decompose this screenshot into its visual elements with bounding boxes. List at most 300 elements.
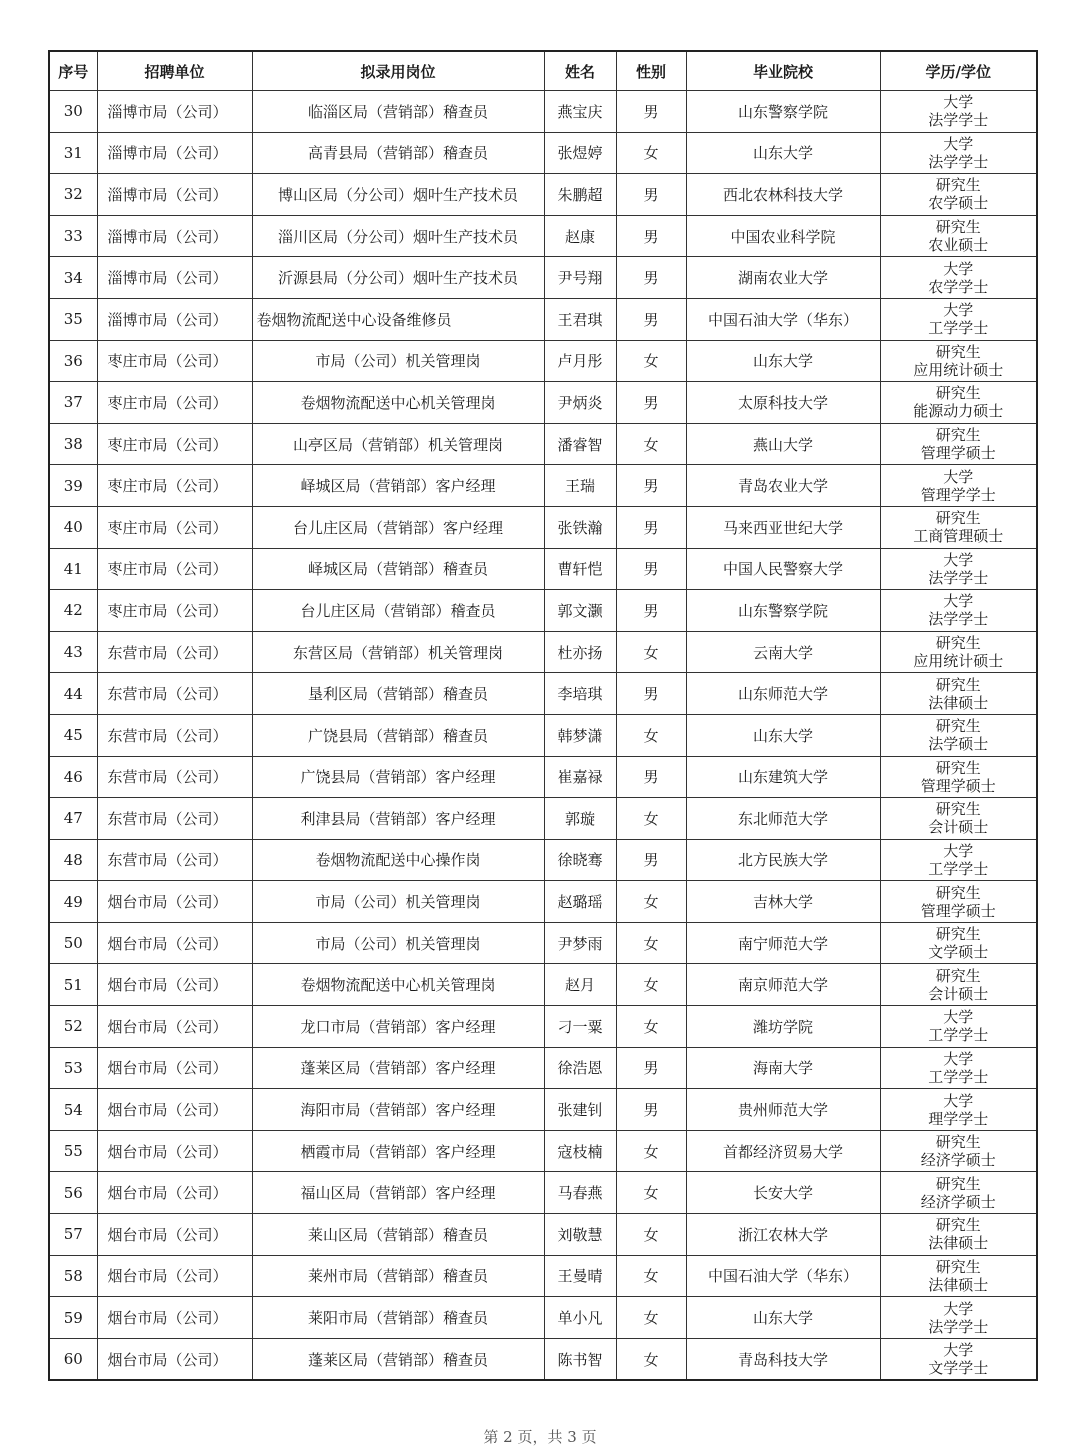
cell-no: 30: [49, 91, 97, 133]
cell-name: 单小凡: [544, 1297, 616, 1339]
cell-name: 杜亦扬: [544, 631, 616, 673]
cell-no: 54: [49, 1089, 97, 1131]
cell-no: 48: [49, 839, 97, 881]
education-level: 研究生: [935, 966, 981, 985]
table-row: [49, 881, 1037, 923]
table-row: [49, 922, 1037, 964]
cell-post: 山亭区局（营销部）机关管理岗: [252, 423, 544, 465]
cell-school: 中国人民警察大学: [686, 548, 880, 590]
cell-education: [880, 839, 1037, 881]
cell-gender: 男: [616, 91, 686, 133]
education-level: 研究生: [935, 1133, 981, 1152]
table-row: [49, 257, 1037, 299]
cell-gender: 女: [616, 631, 686, 673]
cell-name: 刁一粟: [544, 1006, 616, 1048]
cell-name: 马春燕: [544, 1172, 616, 1214]
cell-school: 南宁师范大学: [686, 922, 880, 964]
cell-education: [880, 298, 1037, 340]
cell-name: 王瑞: [544, 465, 616, 507]
cell-gender: 女: [616, 1006, 686, 1048]
cell-education: [880, 1047, 1037, 1089]
degree-title: 法学硕士: [928, 735, 989, 754]
cell-education: [880, 1338, 1037, 1380]
education-level: 大学: [943, 1341, 974, 1360]
cell-name: 潘睿智: [544, 423, 616, 465]
cell-school: 山东大学: [686, 1297, 880, 1339]
cell-unit: 枣庄市局（公司）: [97, 590, 252, 632]
cell-gender: 女: [616, 1130, 686, 1172]
cell-unit: 东营市局（公司）: [97, 756, 252, 798]
cell-education: [880, 1297, 1037, 1339]
header-no: 序号: [49, 51, 97, 91]
cell-education: [880, 590, 1037, 632]
cell-no: 45: [49, 714, 97, 756]
table-row: [49, 673, 1037, 715]
cell-unit: 淄博市局（公司）: [97, 174, 252, 216]
cell-no: 53: [49, 1047, 97, 1089]
cell-no: 60: [49, 1338, 97, 1380]
education-level: 大学: [943, 467, 974, 486]
cell-no: 50: [49, 922, 97, 964]
cell-school: 山东师范大学: [686, 673, 880, 715]
table-row: [49, 1214, 1037, 1256]
cell-no: 46: [49, 756, 97, 798]
table-body: [49, 91, 1037, 1381]
cell-no: 47: [49, 798, 97, 840]
education-level: 研究生: [935, 426, 981, 445]
education-level: 研究生: [935, 883, 981, 902]
table-row: [49, 631, 1037, 673]
table-row: [49, 714, 1037, 756]
cell-post: 利津县局（营销部）客户经理: [252, 798, 544, 840]
cell-school: 北方民族大学: [686, 839, 880, 881]
education-level: 研究生: [935, 717, 981, 736]
education-level: 大学: [943, 1049, 974, 1068]
cell-gender: 女: [616, 132, 686, 174]
degree-title: 工学学士: [928, 1026, 989, 1045]
education-level: 研究生: [935, 925, 981, 944]
degree-title: 会计硕士: [928, 984, 989, 1003]
cell-no: 36: [49, 340, 97, 382]
degree-title: 经济学硕士: [920, 1192, 996, 1211]
education-level: 研究生: [935, 509, 981, 528]
education-level: 研究生: [935, 176, 981, 195]
table-row: [49, 1130, 1037, 1172]
degree-title: 法学学士: [928, 152, 989, 171]
cell-school: 南京师范大学: [686, 964, 880, 1006]
degree-title: 农业硕士: [928, 236, 989, 255]
cell-gender: 男: [616, 673, 686, 715]
cell-education: [880, 382, 1037, 424]
cell-post: 临淄区局（营销部）稽查员: [252, 91, 544, 133]
table-row: [49, 174, 1037, 216]
education-level: 研究生: [935, 800, 981, 819]
degree-title: 管理学学士: [920, 485, 996, 504]
table-row: [49, 1297, 1037, 1339]
table-row: [49, 132, 1037, 174]
degree-title: 工学学士: [928, 859, 989, 878]
cell-no: 57: [49, 1214, 97, 1256]
cell-school: 燕山大学: [686, 423, 880, 465]
cell-post: 东营区局（营销部）机关管理岗: [252, 631, 544, 673]
cell-name: 朱鹏超: [544, 174, 616, 216]
cell-post: 沂源县局（分公司）烟叶生产技术员: [252, 257, 544, 299]
cell-unit: 烟台市局（公司）: [97, 964, 252, 1006]
cell-no: 44: [49, 673, 97, 715]
cell-name: 尹炳炎: [544, 382, 616, 424]
cell-post: 峄城区局（营销部）稽查员: [252, 548, 544, 590]
cell-no: 55: [49, 1130, 97, 1172]
cell-education: [880, 1089, 1037, 1131]
cell-name: 刘敬慧: [544, 1214, 616, 1256]
cell-gender: 女: [616, 340, 686, 382]
cell-name: 寇枝楠: [544, 1130, 616, 1172]
cell-education: [880, 257, 1037, 299]
cell-unit: 枣庄市局（公司）: [97, 465, 252, 507]
table-row: [49, 1255, 1037, 1297]
cell-no: 32: [49, 174, 97, 216]
table-row: [49, 1172, 1037, 1214]
cell-education: [880, 1172, 1037, 1214]
cell-education: [880, 215, 1037, 257]
cell-unit: 枣庄市局（公司）: [97, 382, 252, 424]
cell-school: 湖南农业大学: [686, 257, 880, 299]
cell-name: 徐浩恩: [544, 1047, 616, 1089]
cell-gender: 男: [616, 465, 686, 507]
cell-post: 淄川区局（分公司）烟叶生产技术员: [252, 215, 544, 257]
table-row: [49, 91, 1037, 133]
cell-gender: 女: [616, 922, 686, 964]
cell-post: 博山区局（分公司）烟叶生产技术员: [252, 174, 544, 216]
cell-post: 卷烟物流配送中心设备维修员: [252, 298, 544, 340]
cell-no: 56: [49, 1172, 97, 1214]
table-row: [49, 1089, 1037, 1131]
cell-post: 卷烟物流配送中心机关管理岗: [252, 964, 544, 1006]
degree-title: 法律硕士: [928, 1275, 989, 1294]
cell-post: 高青县局（营销部）稽查员: [252, 132, 544, 174]
cell-name: 曹轩恺: [544, 548, 616, 590]
cell-gender: 女: [616, 1255, 686, 1297]
table-row: [49, 964, 1037, 1006]
cell-name: 张建钊: [544, 1089, 616, 1131]
cell-school: 山东大学: [686, 714, 880, 756]
cell-school: 吉林大学: [686, 881, 880, 923]
cell-unit: 枣庄市局（公司）: [97, 340, 252, 382]
cell-unit: 东营市局（公司）: [97, 714, 252, 756]
cell-post: 莱山区局（营销部）稽查员: [252, 1214, 544, 1256]
table-row: [49, 506, 1037, 548]
cell-education: [880, 964, 1037, 1006]
cell-unit: 烟台市局（公司）: [97, 1089, 252, 1131]
cell-unit: 枣庄市局（公司）: [97, 548, 252, 590]
cell-no: 34: [49, 257, 97, 299]
cell-post: 卷烟物流配送中心机关管理岗: [252, 382, 544, 424]
cell-no: 49: [49, 881, 97, 923]
cell-education: [880, 174, 1037, 216]
cell-unit: 烟台市局（公司）: [97, 1214, 252, 1256]
cell-education: [880, 756, 1037, 798]
education-level: 研究生: [935, 1174, 981, 1193]
cell-no: 58: [49, 1255, 97, 1297]
cell-post: 栖霞市局（营销部）客户经理: [252, 1130, 544, 1172]
cell-no: 40: [49, 506, 97, 548]
cell-education: [880, 1255, 1037, 1297]
cell-name: 卢月彤: [544, 340, 616, 382]
cell-unit: 烟台市局（公司）: [97, 1338, 252, 1380]
education-level: 大学: [943, 259, 974, 278]
cell-gender: 女: [616, 423, 686, 465]
cell-school: 中国石油大学（华东）: [686, 1255, 880, 1297]
cell-name: 张铁瀚: [544, 506, 616, 548]
education-level: 研究生: [935, 675, 981, 694]
cell-post: 峄城区局（营销部）客户经理: [252, 465, 544, 507]
table-row: [49, 340, 1037, 382]
cell-no: 42: [49, 590, 97, 632]
cell-unit: 烟台市局（公司）: [97, 1297, 252, 1339]
degree-title: 应用统计硕士: [913, 360, 1004, 379]
cell-school: 东北师范大学: [686, 798, 880, 840]
cell-no: 43: [49, 631, 97, 673]
cell-unit: 东营市局（公司）: [97, 631, 252, 673]
cell-education: [880, 881, 1037, 923]
table-row: [49, 798, 1037, 840]
recruitment-table: [48, 50, 1038, 1381]
cell-name: 赵璐瑶: [544, 881, 616, 923]
table-row: [49, 1047, 1037, 1089]
cell-post: 台儿庄区局（营销部）客户经理: [252, 506, 544, 548]
header-unit: 招聘单位: [97, 51, 252, 91]
cell-post: 市局（公司）机关管理岗: [252, 922, 544, 964]
degree-title: 工学学士: [928, 319, 989, 338]
cell-post: 台儿庄区局（营销部）稽查员: [252, 590, 544, 632]
cell-school: 云南大学: [686, 631, 880, 673]
degree-title: 能源动力硕士: [913, 402, 1004, 421]
cell-post: 广饶县局（营销部）客户经理: [252, 756, 544, 798]
cell-education: [880, 132, 1037, 174]
table-row: [49, 548, 1037, 590]
cell-education: [880, 91, 1037, 133]
education-level: 研究生: [935, 634, 981, 653]
cell-gender: 女: [616, 714, 686, 756]
cell-gender: 女: [616, 881, 686, 923]
cell-school: 山东警察学院: [686, 590, 880, 632]
cell-no: 31: [49, 132, 97, 174]
cell-school: 长安大学: [686, 1172, 880, 1214]
cell-unit: 淄博市局（公司）: [97, 257, 252, 299]
cell-unit: 烟台市局（公司）: [97, 881, 252, 923]
degree-title: 法学学士: [928, 1317, 989, 1336]
cell-school: 首都经济贸易大学: [686, 1130, 880, 1172]
cell-education: [880, 714, 1037, 756]
cell-school: 海南大学: [686, 1047, 880, 1089]
cell-gender: 男: [616, 506, 686, 548]
cell-no: 35: [49, 298, 97, 340]
cell-school: 中国农业科学院: [686, 215, 880, 257]
table-row: [49, 465, 1037, 507]
cell-unit: 东营市局（公司）: [97, 798, 252, 840]
table-row: [49, 1338, 1037, 1380]
cell-education: [880, 465, 1037, 507]
header-school: 毕业院校: [686, 51, 880, 91]
cell-unit: 东营市局（公司）: [97, 673, 252, 715]
cell-no: 33: [49, 215, 97, 257]
cell-education: [880, 340, 1037, 382]
cell-gender: 男: [616, 174, 686, 216]
cell-education: [880, 1130, 1037, 1172]
education-level: 大学: [943, 93, 974, 112]
cell-unit: 淄博市局（公司）: [97, 91, 252, 133]
cell-post: 垦利区局（营销部）稽查员: [252, 673, 544, 715]
cell-school: 中国石油大学（华东）: [686, 298, 880, 340]
table-header-row: [49, 51, 1037, 91]
cell-unit: 烟台市局（公司）: [97, 922, 252, 964]
cell-gender: 男: [616, 1089, 686, 1131]
degree-title: 会计硕士: [928, 818, 989, 837]
cell-education: [880, 1214, 1037, 1256]
cell-school: 青岛农业大学: [686, 465, 880, 507]
cell-school: 潍坊学院: [686, 1006, 880, 1048]
header-degree: 学历/学位: [880, 51, 1037, 91]
cell-post: 龙口市局（营销部）客户经理: [252, 1006, 544, 1048]
cell-name: 郭文灏: [544, 590, 616, 632]
table-row: [49, 756, 1037, 798]
degree-title: 文学学士: [928, 1359, 989, 1378]
cell-post: 福山区局（营销部）客户经理: [252, 1172, 544, 1214]
education-level: 大学: [943, 301, 974, 320]
education-level: 研究生: [935, 1257, 981, 1276]
cell-name: 李培琪: [544, 673, 616, 715]
cell-unit: 烟台市局（公司）: [97, 1006, 252, 1048]
cell-gender: 男: [616, 382, 686, 424]
cell-name: 崔嘉禄: [544, 756, 616, 798]
cell-post: 卷烟物流配送中心操作岗: [252, 839, 544, 881]
cell-unit: 烟台市局（公司）: [97, 1255, 252, 1297]
cell-gender: 男: [616, 257, 686, 299]
cell-education: [880, 798, 1037, 840]
cell-school: 山东大学: [686, 132, 880, 174]
cell-name: 徐晓骞: [544, 839, 616, 881]
cell-post: 蓬莱区局（营销部）客户经理: [252, 1047, 544, 1089]
cell-name: 陈书智: [544, 1338, 616, 1380]
cell-name: 尹梦雨: [544, 922, 616, 964]
education-level: 大学: [943, 592, 974, 611]
cell-school: 浙江农林大学: [686, 1214, 880, 1256]
degree-title: 工商管理硕士: [913, 527, 1004, 546]
cell-name: 韩梦潇: [544, 714, 616, 756]
table-row: [49, 590, 1037, 632]
cell-unit: 枣庄市局（公司）: [97, 423, 252, 465]
education-level: 研究生: [935, 342, 981, 361]
table-row: [49, 839, 1037, 881]
cell-education: [880, 631, 1037, 673]
degree-title: 理学学士: [928, 1109, 989, 1128]
cell-name: 王君琪: [544, 298, 616, 340]
cell-school: 太原科技大学: [686, 382, 880, 424]
cell-gender: 男: [616, 1047, 686, 1089]
cell-gender: 女: [616, 1297, 686, 1339]
cell-gender: 女: [616, 1214, 686, 1256]
degree-title: 法学学士: [928, 610, 989, 629]
cell-name: 赵康: [544, 215, 616, 257]
education-level: 研究生: [935, 758, 981, 777]
cell-name: 赵月: [544, 964, 616, 1006]
cell-no: 51: [49, 964, 97, 1006]
cell-school: 贵州师范大学: [686, 1089, 880, 1131]
cell-gender: 女: [616, 798, 686, 840]
degree-title: 法律硕士: [928, 1234, 989, 1253]
cell-education: [880, 673, 1037, 715]
degree-title: 管理学硕士: [920, 444, 996, 463]
cell-unit: 烟台市局（公司）: [97, 1047, 252, 1089]
degree-title: 经济学硕士: [920, 1151, 996, 1170]
cell-school: 山东建筑大学: [686, 756, 880, 798]
cell-post: 市局（公司）机关管理岗: [252, 340, 544, 382]
cell-unit: 枣庄市局（公司）: [97, 506, 252, 548]
cell-gender: 男: [616, 756, 686, 798]
cell-no: 41: [49, 548, 97, 590]
cell-gender: 女: [616, 1172, 686, 1214]
cell-post: 广饶县局（营销部）稽查员: [252, 714, 544, 756]
cell-school: 西北农林科技大学: [686, 174, 880, 216]
header-name: 姓名: [544, 51, 616, 91]
cell-post: 蓬莱区局（营销部）稽查员: [252, 1338, 544, 1380]
education-level: 研究生: [935, 384, 981, 403]
cell-school: 青岛科技大学: [686, 1338, 880, 1380]
cell-education: [880, 1006, 1037, 1048]
education-level: 大学: [943, 1008, 974, 1027]
degree-title: 工学学士: [928, 1067, 989, 1086]
degree-title: 法学学士: [928, 568, 989, 587]
cell-name: 王曼晴: [544, 1255, 616, 1297]
cell-education: [880, 922, 1037, 964]
cell-education: [880, 548, 1037, 590]
degree-title: 法学学士: [928, 111, 989, 130]
education-level: 研究生: [935, 1216, 981, 1235]
degree-title: 管理学硕士: [920, 901, 996, 920]
header-post: 拟录用岗位: [252, 51, 544, 91]
cell-no: 37: [49, 382, 97, 424]
cell-unit: 淄博市局（公司）: [97, 298, 252, 340]
cell-school: 山东警察学院: [686, 91, 880, 133]
cell-name: 郭璇: [544, 798, 616, 840]
header-gender: 性别: [616, 51, 686, 91]
cell-school: 山东大学: [686, 340, 880, 382]
table-row: [49, 423, 1037, 465]
cell-name: 张煜婷: [544, 132, 616, 174]
degree-title: 文学硕士: [928, 943, 989, 962]
table-row: [49, 298, 1037, 340]
page-footer: 第 2 页，共 3 页: [483, 1428, 597, 1446]
degree-title: 农学学士: [928, 277, 989, 296]
cell-post: 市局（公司）机关管理岗: [252, 881, 544, 923]
table-row: [49, 1006, 1037, 1048]
degree-title: 法律硕士: [928, 693, 989, 712]
cell-unit: 烟台市局（公司）: [97, 1130, 252, 1172]
education-level: 大学: [943, 1091, 974, 1110]
education-level: 大学: [943, 550, 974, 569]
cell-gender: 女: [616, 964, 686, 1006]
cell-gender: 男: [616, 590, 686, 632]
cell-gender: 男: [616, 215, 686, 257]
table-row: [49, 215, 1037, 257]
cell-no: 52: [49, 1006, 97, 1048]
cell-gender: 女: [616, 1338, 686, 1380]
cell-unit: 淄博市局（公司）: [97, 132, 252, 174]
education-level: 研究生: [935, 218, 981, 237]
cell-gender: 男: [616, 298, 686, 340]
degree-title: 农学硕士: [928, 194, 989, 213]
cell-gender: 男: [616, 548, 686, 590]
